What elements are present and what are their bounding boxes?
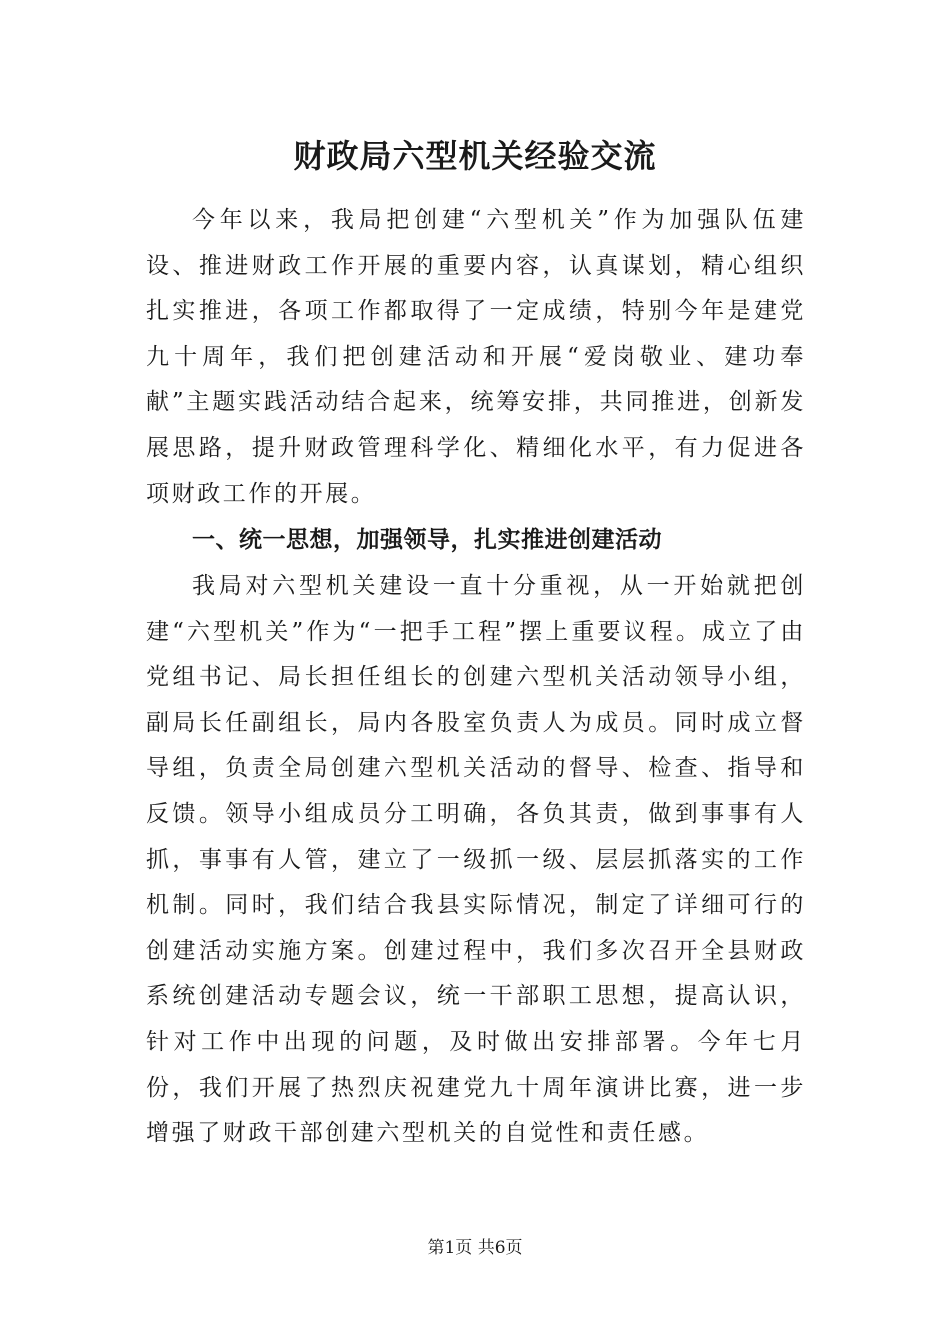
page-number-footer: 第1页 共6页: [427, 1238, 523, 1258]
document-title: 财政局六型机关经验交流: [293, 137, 657, 175]
section-paragraph: [146, 564, 806, 1157]
paragraph-text: 今年以来，我局把创建“六型机关”作为加强队伍建设、推进财政工作开展的重要内容，认真谋划，精心组织扎实推进，各项工作都取得了一定成绩，特别今年是建党九十周年，我们把创建活动和开展“爱岗敬业、建功奉献”主题实践活动结合起来，统筹安排，共同推进，创新发展思路，提升财政管理科学化、精细化水平，有力促进各项财政工作的开展。: [146, 207, 806, 507]
section-heading-block: [146, 518, 806, 564]
intro-paragraph: [146, 198, 806, 517]
paragraph-text: 我局对六型机关建设一直十分重视，从一开始就把创建“六型机关”作为“一把手工程”摆上重要议程。成立了由党组书记、局长担任组长的创建六型机关活动领导小组，副局长任副组长，局内各股室负责人为成员。同时成立督导组，负责全局创建六型机关活动的督导、检查、指导和反馈。领导小组成员分工明确，各负其责，做到事事有人抓，事事有人管，建立了一级抓一级、层层抓落实的工作机制。同时，我们结合我县实际情况，制定了详细可行的创建活动实施方案。创建过程中，我们多次召开全县财政系统创建活动专题会议，统一干部职工思想，提高认识，针对工作中出现的问题，及时做出安排部署。今年七月份，我们开展了热烈庆祝建党九十周年演讲比赛，进一步增强了财政干部创建六型机关的自觉性和责任感。: [146, 573, 806, 1147]
section-heading: 一、统一思想，加强领导，扎实推进创建活动: [192, 527, 662, 553]
